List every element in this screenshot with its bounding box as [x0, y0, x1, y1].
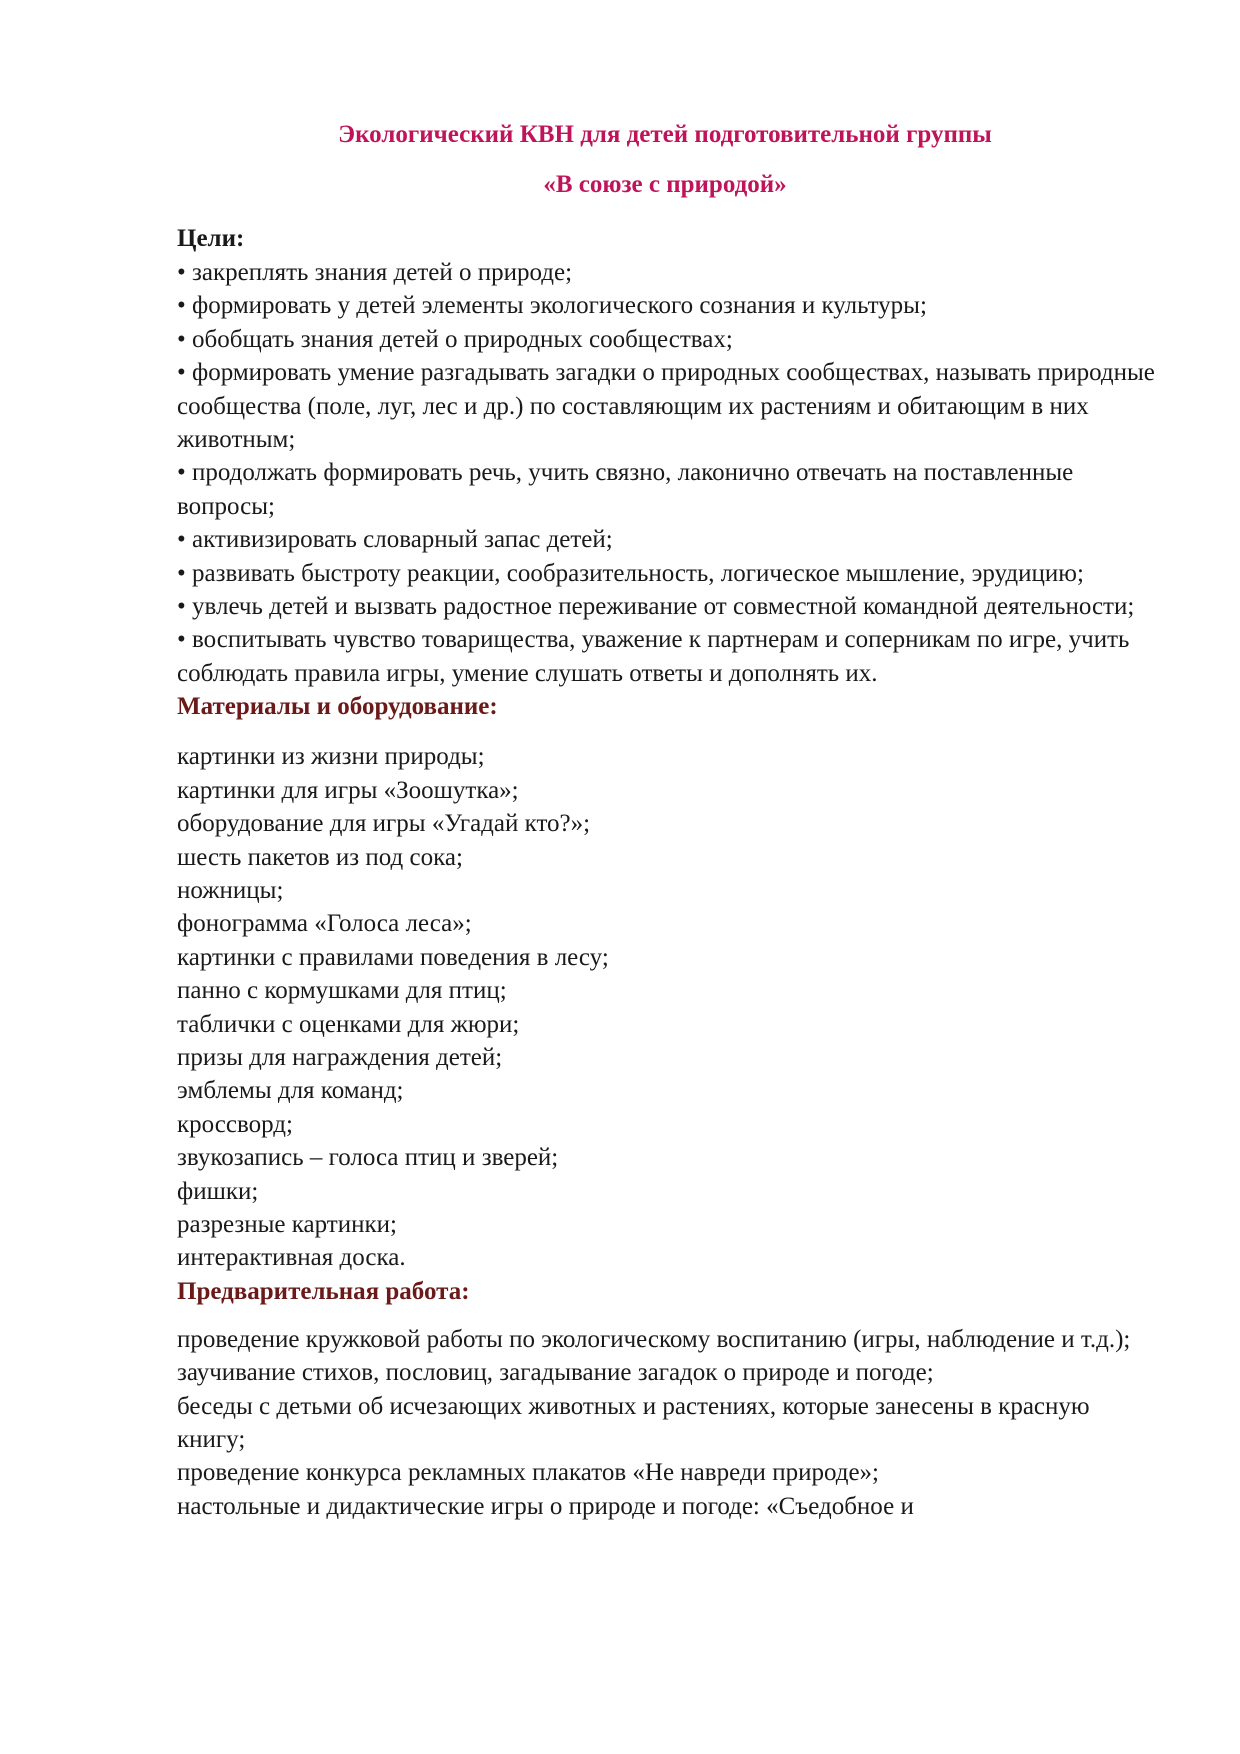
material-item: шесть пакетов из под сока;	[177, 843, 463, 871]
material-item: разрезные картинки;	[177, 1210, 397, 1238]
material-item: оборудование для игры «Угадай кто?»;	[177, 810, 591, 838]
goal-item: • увлечь детей и вызвать радостное переживание от совместной командной деятельности;	[177, 593, 1135, 621]
preliminary-list	[177, 1323, 1157, 1523]
material-item: интерактивная доска.	[177, 1244, 406, 1272]
material-item: панно с кормушками для птиц;	[177, 977, 507, 1005]
material-item: ножницы;	[177, 876, 284, 904]
preliminary-item: проведение конкурса рекламных плакатов «Не навреди природе»;	[177, 1459, 879, 1487]
preliminary-item: проведение кружковой работы по экологическому воспитанию (игры, наблюдение и т.д.);	[177, 1325, 1131, 1353]
materials-list	[177, 740, 1157, 1275]
spacer	[177, 724, 1157, 740]
goals-list	[177, 256, 1157, 690]
goal-item: • формировать у детей элементы экологического сознания и культуры;	[177, 292, 927, 320]
goal-item: • воспитывать чувство товарищества, уважение к партнерам и соперникам по игре, учить соблюдать правила игры, умение слушать ответы и дополнять их.	[177, 626, 1130, 687]
material-item: картинки из жизни природы;	[177, 743, 485, 771]
goals-heading: Цели:	[177, 225, 245, 252]
preliminary-heading: Предварительная работа:	[177, 1277, 470, 1305]
goal-item: • закреплять знания детей о природе;	[177, 259, 573, 286]
material-item: таблички с оценками для жюри;	[177, 1010, 520, 1038]
preliminary-item: беседы с детьми об исчезающих животных и растениях, которые занесены в красную книгу;	[177, 1392, 1090, 1453]
material-item: фонограмма «Голоса леса»;	[177, 910, 472, 938]
document-subtitle: «В союзе с природой»	[543, 171, 787, 198]
goal-item: • обобщать знания детей о природных сообществах;	[177, 325, 733, 353]
material-item: кроссворд;	[177, 1110, 293, 1138]
goal-item: • развивать быстроту реакции, сообразительность, логическое мышление, эрудицию;	[177, 559, 1084, 587]
material-item: эмблемы для команд;	[177, 1077, 404, 1105]
material-item: звукозапись – голоса птиц и зверей;	[177, 1144, 559, 1172]
spacer	[177, 1309, 1157, 1323]
document-title: Экологический КВН для детей подготовительной группы	[338, 121, 992, 148]
document-body	[177, 222, 1157, 1523]
preliminary-item: заучивание стихов, пословиц, загадывание загадок о природе и погоде;	[177, 1359, 934, 1387]
goal-item: • формировать умение разгадывать загадки о природных сообществах, называть природные сообщества (поле, луг, лес и др.) по составляющим их растениям и обитающим в них животным;	[177, 359, 1155, 454]
goal-item: • продолжать формировать речь, учить связно, лаконично отвечать на поставленные вопросы;	[177, 459, 1074, 520]
material-item: картинки для игры «Зоошутка»;	[177, 776, 519, 804]
material-item: картинки с правилами поведения в лесу;	[177, 943, 609, 971]
material-item: фишки;	[177, 1177, 259, 1205]
materials-heading: Материалы и оборудование:	[177, 693, 498, 721]
preliminary-item: настольные и дидактические игры о природе и погоде: «Съедобное и	[177, 1492, 914, 1520]
material-item: призы для награждения детей;	[177, 1043, 503, 1071]
goal-item: • активизировать словарный запас детей;	[177, 526, 613, 554]
